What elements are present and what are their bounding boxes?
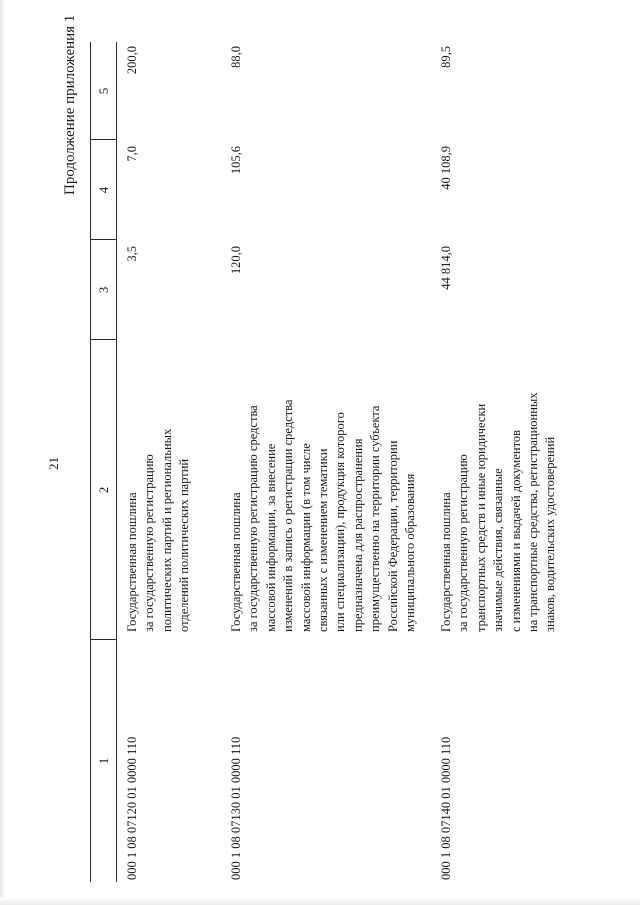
- scan-edge-left: [0, 0, 6, 905]
- row-2-description-line: Государственная пошлина: [229, 492, 243, 632]
- row-3-description-line: на транспортные средства, регистрационных: [526, 392, 541, 632]
- row-3-code: 000 1 08 07140 01 0000 110: [439, 736, 453, 880]
- column-header-1: 1: [96, 757, 111, 765]
- row-2-description-line: за государственную регистрацию средства: [246, 405, 261, 632]
- page-number: 21: [46, 457, 61, 470]
- rotated-document-page: [10, 14, 620, 890]
- row-2-col5: 88,0: [229, 46, 243, 68]
- row-2-description-line: связанных с изменением тематики: [316, 448, 331, 632]
- table-header-rule: [116, 42, 117, 882]
- scan-edge-bottom: [0, 897, 640, 905]
- row-3-description-line: знаков, водительских удостоверений: [543, 436, 558, 632]
- row-2-description-line: массовой информации, за внесение: [263, 443, 278, 632]
- row-1-col3: 3,5: [125, 246, 139, 262]
- row-3-description-line: с изменениями и выдачей документов: [508, 429, 523, 632]
- table-top-rule: [90, 42, 91, 882]
- row-2-description-line: массовой информации (в том числе: [298, 443, 313, 632]
- row-3-col5: 89,5: [439, 46, 453, 68]
- row-3-col4: 40 108,9: [439, 146, 453, 190]
- row-3-col3: 44 814,0: [439, 246, 453, 290]
- row-3-description-line: транспортных средств и иные юридически: [473, 403, 488, 632]
- column-header-5: 5: [96, 87, 111, 95]
- column-header-3: 3: [96, 286, 111, 294]
- row-2-description-line: или специализации), продукция которого: [333, 412, 348, 632]
- row-3-description-line: за государственную регистрацию: [456, 454, 471, 632]
- row-3-description-line: значимые действия, связанные: [491, 468, 506, 632]
- row-2-description-line: Российской Федерации, территории: [385, 440, 400, 632]
- row-3-description-line: Государственная пошлина: [439, 492, 453, 632]
- row-2-code: 000 1 08 07130 01 0000 110: [229, 736, 243, 880]
- column-header-4: 4: [96, 186, 111, 194]
- row-2-col3: 120,0: [229, 246, 243, 275]
- row-3-description: [438, 392, 560, 632]
- row-1-col5: 200,0: [125, 46, 139, 75]
- continuation-title: Продолжение приложения 1: [62, 14, 78, 195]
- row-2-description-line: изменений в запись о регистрации средства: [281, 399, 296, 632]
- row-1-description-line: за государственную регистрацию: [142, 454, 157, 632]
- row-1-description-line: отделений политических партий: [177, 458, 192, 632]
- row-2-col4: 105,6: [229, 146, 243, 175]
- row-1-description-line: политических партий и региональных: [159, 428, 174, 632]
- column-header-2: 2: [96, 486, 111, 494]
- row-2-description-line: преимущественно на территории субъекта: [368, 405, 383, 632]
- row-2-description-line: муниципального образования: [403, 473, 418, 632]
- row-2-description: [228, 400, 419, 632]
- row-1-description-line: Государственная пошлина: [125, 492, 139, 632]
- row-1-col4: 7,0: [125, 146, 139, 162]
- row-1-code: 000 1 08 07120 01 0000 110: [125, 736, 139, 880]
- row-2-description-line: предназначена для распространения: [350, 438, 365, 632]
- row-1-description: [124, 429, 194, 632]
